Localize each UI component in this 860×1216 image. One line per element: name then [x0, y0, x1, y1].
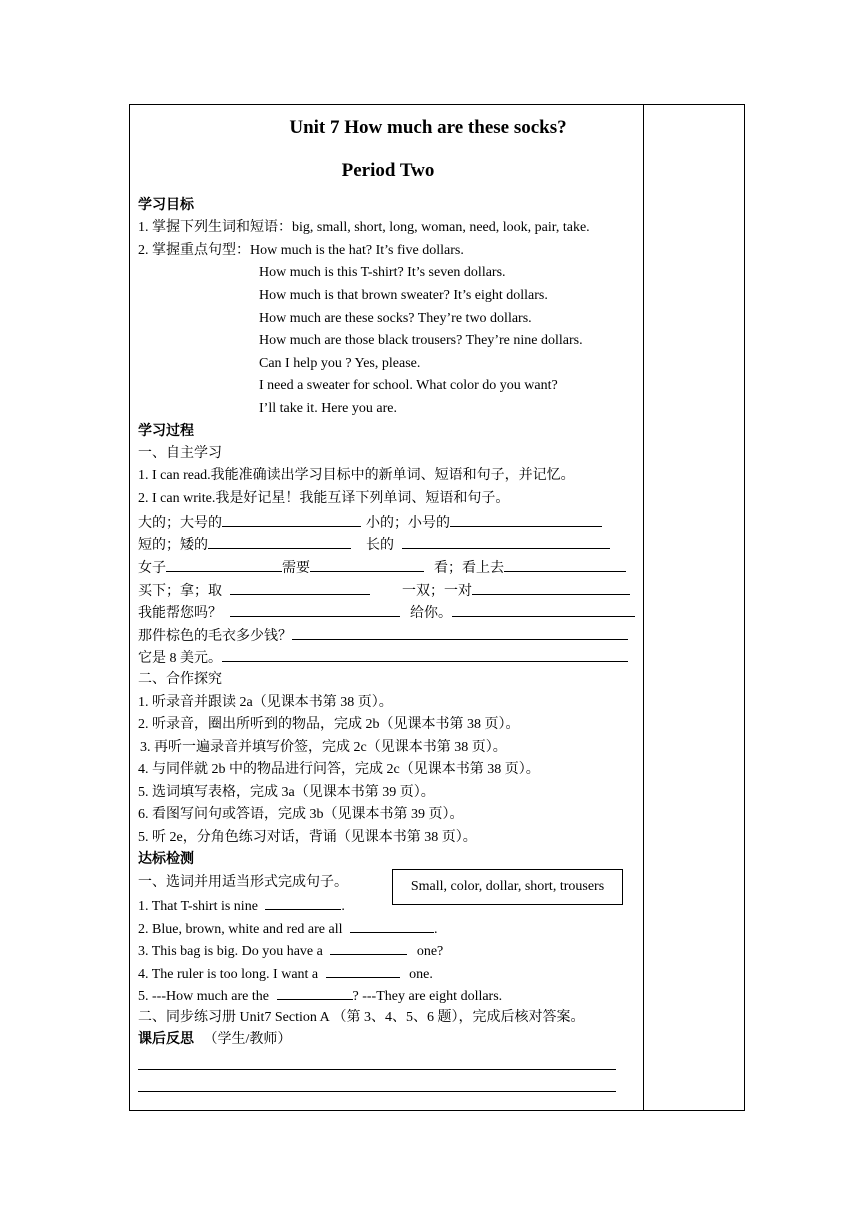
- answer-blank[interactable]: [326, 964, 400, 978]
- answer-blank[interactable]: [230, 581, 370, 595]
- term-label: 一双；一对: [402, 584, 472, 599]
- term-label: 看；看上去: [434, 561, 504, 576]
- answer-blank[interactable]: [330, 941, 407, 955]
- answer-blank[interactable]: [222, 513, 361, 527]
- term-label: 它是 8 美元。: [138, 651, 222, 666]
- column-divider: [643, 104, 644, 1111]
- answer-blank[interactable]: [277, 986, 353, 1000]
- reflection-note: （学生/教师）: [203, 1032, 292, 1047]
- read-instruction: 1. I can read.我能准确读出学习目标中的新单词、短语和句子，并记忆。: [138, 468, 575, 483]
- process-heading: 学习过程: [138, 424, 194, 439]
- reflection-heading: 课后反思: [138, 1032, 194, 1047]
- goal-item-1: 1. 掌握下列生词和短语：big, small, short, long, woman, need, look, pair, take.: [138, 220, 590, 235]
- answer-blank[interactable]: [310, 558, 424, 572]
- answer-blank[interactable]: [230, 603, 400, 617]
- term-label: 需要: [282, 561, 310, 576]
- term-label: 大的；大号的: [138, 516, 222, 531]
- question-text: ? ---They are eight dollars.: [352, 989, 503, 1004]
- sentence-line: I need a sweater for school. What color do you want?: [259, 378, 558, 393]
- question-text: 1. That T-shirt is nine: [138, 899, 258, 914]
- word-box: Small, color, dollar, short, trousers: [392, 869, 623, 905]
- term-label: 买下；拿；取: [138, 584, 222, 599]
- step-item: 4. 与同伴就 2b 中的物品进行问答，完成 2c（见课本书第 38 页）。: [138, 762, 540, 777]
- question-text: .: [341, 899, 345, 914]
- self-study-heading: 一、自主学习: [138, 446, 222, 461]
- step-item: 6. 看图写问句或答语，完成 3b（见课本书第 39 页）。: [138, 807, 464, 822]
- answer-blank[interactable]: [402, 535, 610, 549]
- goal-item-2: 2. 掌握重点句型：How much is the hat? It’s five dollars.: [138, 243, 464, 258]
- question-text: one.: [409, 967, 433, 982]
- term-label: 长的: [366, 538, 394, 553]
- step-item: 3. 再听一遍录音并填写价签，完成 2c（见课本书第 38 页）。: [140, 740, 507, 755]
- question-text: 2. Blue, brown, white and red are all: [138, 922, 343, 937]
- step-item: 5. 听 2e，分角色练习对话，背诵（见课本书第 38 页）。: [138, 830, 477, 845]
- test-part2: 二、同步练习册 Unit7 Section A （第 3、4、5、6 题），完成后核对答案。: [138, 1010, 585, 1025]
- goals-heading: 学习目标: [138, 198, 194, 213]
- page-title: Unit 7 How much are these socks?: [289, 117, 567, 138]
- question-text: one?: [416, 944, 444, 959]
- answer-blank[interactable]: [504, 558, 626, 572]
- step-item: 1. 听录音并跟读 2a（见课本书第 38 页）。: [138, 695, 393, 710]
- writing-line[interactable]: [138, 1091, 616, 1092]
- term-label: 我能帮您吗？: [138, 606, 222, 621]
- coop-heading: 二、合作探究: [138, 672, 222, 687]
- question-text: .: [434, 922, 438, 937]
- term-label: 给你。: [410, 606, 452, 621]
- term-label: 小的；小号的: [366, 516, 450, 531]
- answer-blank[interactable]: [265, 896, 341, 910]
- step-item: 5. 选词填写表格，完成 3a（见课本书第 39 页）。: [138, 785, 435, 800]
- term-label: 短的；矮的: [138, 538, 208, 553]
- question-text: 4. The ruler is too long. I want a: [138, 967, 319, 982]
- write-instruction: 2. I can write.我是好记星！我能互译下列单词、短语和句子。: [138, 491, 510, 506]
- answer-blank[interactable]: [452, 603, 635, 617]
- answer-blank[interactable]: [222, 648, 628, 662]
- sentence-line: How much is this T-shirt? It’s seven dollars.: [259, 265, 506, 280]
- sentence-line: How much is that brown sweater? It’s eight dollars.: [259, 288, 548, 303]
- question-text: 5. ---How much are the: [138, 989, 270, 1004]
- term-label: 女子: [138, 561, 166, 576]
- term-label: 那件棕色的毛衣多少钱？: [138, 629, 292, 644]
- answer-blank[interactable]: [350, 919, 434, 933]
- question-text: 3. This bag is big. Do you have a: [138, 944, 323, 959]
- sentence-line: I’ll take it. Here you are.: [259, 401, 397, 416]
- writing-line[interactable]: [138, 1069, 616, 1070]
- answer-blank[interactable]: [292, 626, 628, 640]
- test-heading: 达标检测: [138, 852, 194, 867]
- answer-blank[interactable]: [208, 535, 351, 549]
- sentence-line: How much are these socks? They’re two dollars.: [259, 311, 532, 326]
- step-item: 2. 听录音，圈出所听到的物品，完成 2b（见课本书第 38 页）。: [138, 717, 520, 732]
- test-part1: 一、选词并用适当形式完成句子。: [138, 875, 348, 890]
- sentence-line: Can I help you ? Yes, please.: [259, 356, 421, 371]
- answer-blank[interactable]: [472, 581, 630, 595]
- sentence-line: How much are those black trousers? They’re nine dollars.: [259, 333, 583, 348]
- answer-blank[interactable]: [450, 513, 602, 527]
- page-subtitle: Period Two: [341, 160, 435, 181]
- answer-blank[interactable]: [166, 558, 282, 572]
